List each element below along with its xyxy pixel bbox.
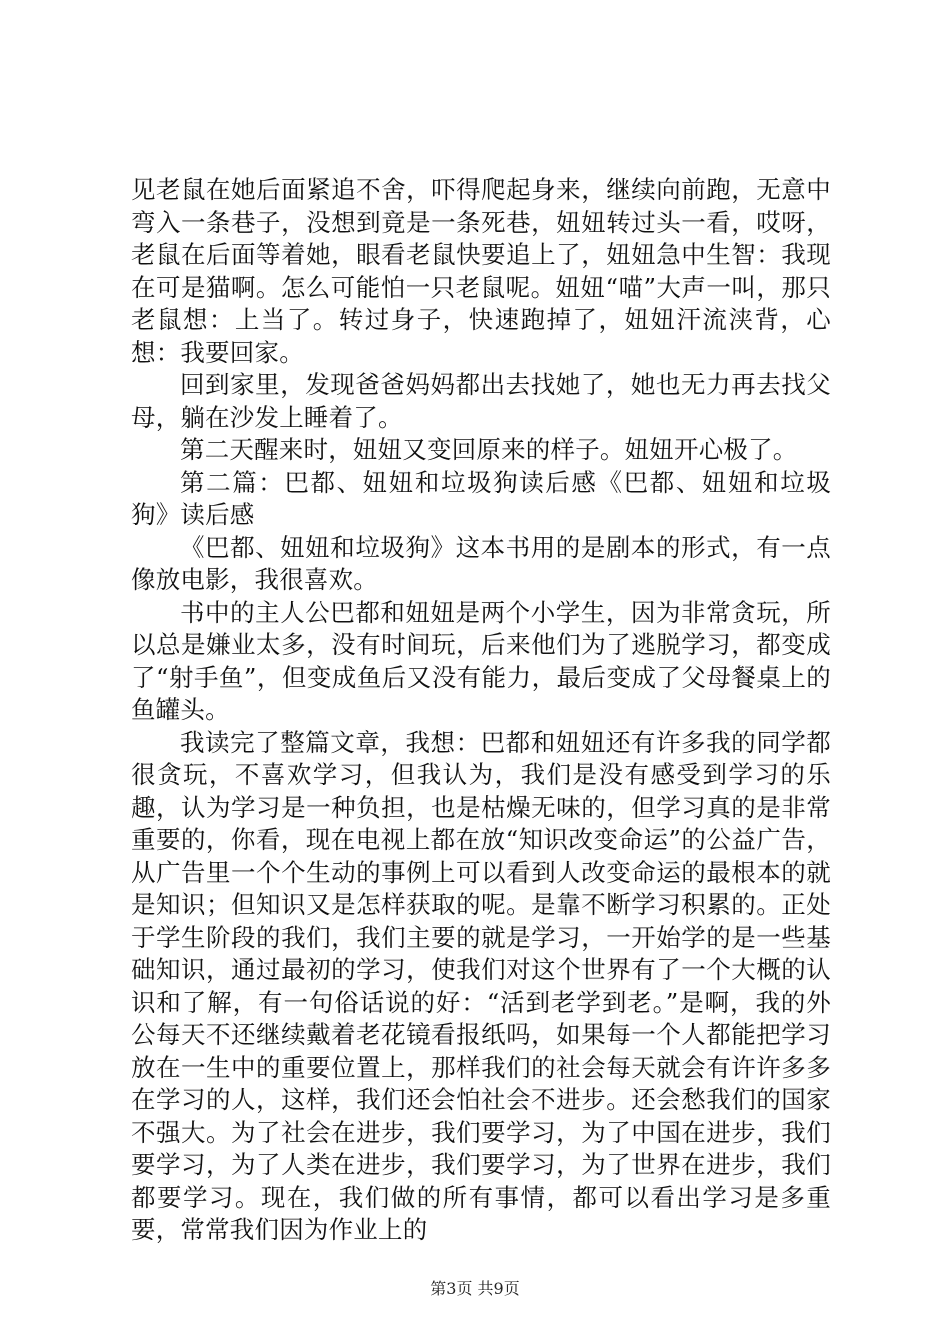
paragraph-7: 我读完了整篇文章，我想：巴都和妞妞还有许多我的同学都很贪玩，不喜欢学习，但我认为，我们是没有感受到学习的乐趣，认为学习是一种负担，也是枯燥无味的，但学习真的是非常重要的，你看，现在电视上都在放“知识改变命运”的公益广告，从广告里一个个生动的事例上可以看到人改变命运的最根本的就是知识；但知识又是怎样获取的呢。是靠不断学习积累的。正处于学生阶段的我们，我们主要的就是学习，一开始学的是一些基础知识，通过最初的学习，使我们对这个世界有了一个大概的认识和了解，有一句俗话说的好：“活到老学到老。”是啊，我的外公每天不还继续戴着老花镜看报纸吗，如果每一个人都能把学习放在一生中的重要位置上，那样我们的社会每天就会有许许多多在学习的人，这样，我们还会怕社会不进步。还会愁我们的国家不强大。为了社会在进步，我们要学习，为了中国在进步，我们要学习，为了人类在进步，我们要学习，为了世界在进步，我们都要学习。现在，我们做的所有事情，都可以看出学习是多重要，常常我们因为作业上的 <box>131 727 831 1244</box>
paragraph-5: 《巴都、妞妞和垃圾狗》这本书用的是剧本的形式，有一点像放电影，我很喜欢。 <box>131 532 831 594</box>
paragraph-3: 第二天醒来时，妞妞又变回原来的样子。妞妞开心极了。 <box>180 435 798 464</box>
paragraph-1: 见老鼠在她后面紧追不舍，吓得爬起身来，继续向前跑，无意中弯入一条巷子，没想到竟是一条死巷，妞妞转过头一看，哎呀，老鼠在后面等着她，眼看老鼠快要追上了，妞妞急中生智：我现在可是猫啊。怎么可能怕一只老鼠呢。妞妞“喵”大声一叫，那只老鼠想：上当了。转过身子，快速跑掉了，妞妞汗流浃背，心想：我要回家。 <box>131 175 831 367</box>
page-number-footer: 第3页 共9页 <box>430 1279 520 1298</box>
paragraph-2: 回到家里，发现爸爸妈妈都出去找她了，她也无力再去找父母，躺在沙发上睡着了。 <box>131 370 831 432</box>
document-body <box>131 174 831 1247</box>
section-heading: 第二篇：巴都、妞妞和垃圾狗读后感《巴都、妞妞和垃圾狗》读后感 <box>131 467 831 529</box>
paragraph-6: 书中的主人公巴都和妞妞是两个小学生，因为非常贪玩，所以总是嫌业太多，没有时间玩，后来他们为了逃脱学习，都变成了“射手鱼”，但变成鱼后又没有能力，最后变成了父母餐桌上的鱼罐头。 <box>131 597 831 724</box>
